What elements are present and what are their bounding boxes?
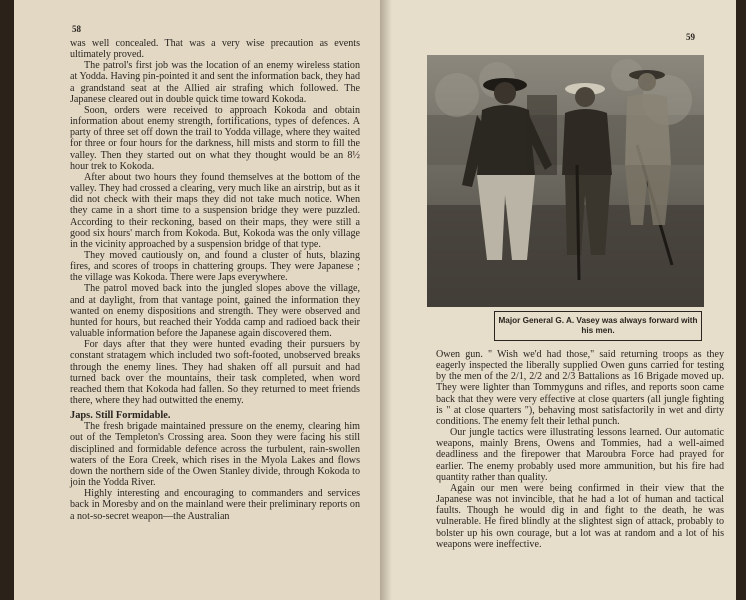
- photograph: [427, 55, 704, 307]
- paragraph: Owen gun. " Wish we'd had those," said returning troops as they eagerly inspected the liberally supplied Owen guns carried for testing by the men of the 2/1, 2/2 and 2/3 Battalions as 16 Brigade moved up. They were lighter than Tommyguns and rifles, and reports soon came back that they were very effective at close quarters (all jungle fighting is " at close quarters "), behaving most satisfactorily in wet and dirty conditions. The enemy felt their lethal punch.: [436, 349, 724, 427]
- left-page: [14, 0, 380, 600]
- left-page-text: [70, 38, 360, 522]
- right-page: [380, 0, 736, 600]
- paragraph: Our jungle tactics were illustrating lessons learned. Our automatic weapons, mainly Brens, Owens and Tommies, had a well-aimed deadliness and the firepower that Maroubra Force had prayed for earlier. The enemy probably used more ammunition, but his fire had quantity rather than quality.: [436, 427, 724, 483]
- paragraph: Soon, orders were received to approach Kokoda and obtain information about enemy strength, fortifications, types of defences. A party of three set off down the trail to Yodda village, where they waited for three or four hours for the darkness, hill mists and storm to fill the valley. Then they started out on what they thought would be an 8½ hour trek to Kokoda.: [70, 104, 360, 172]
- paragraph: They moved cautiously on, and found a cluster of huts, blazing fires, and scores of troops in chattering groups. They were Japanese ; the village was Kokoda. There were Japs everywhere.: [70, 249, 360, 284]
- paragraph: After about two hours they found themselves at the bottom of the valley. They had crossed a clearing, very much like an airstrip, but as it did not check with their maps they did not take much notice. When they came in a short time to a suspension bridge they were puzzled. According to their reckoning, based on their maps, they were still a good six hours' march from Kokoda. But, Kokoda was the only village in the vicinity approached by a suspension bridge of that type.: [70, 171, 360, 250]
- paragraph: For days after that they were hunted evading their pursuers by constant stratagem which included two soft-footed, unobserved breaks through the enemy lines. They had shaken off all pursuit and had turned back over the mountains, their task completed, when word reached them that Kokoda had fallen. So they returned to meet friends there, where they had outwitted the enemy.: [70, 339, 360, 406]
- page-number-left: 58: [72, 24, 81, 34]
- page-number-right: 59: [686, 32, 695, 42]
- right-page-text: [436, 349, 724, 550]
- paragraph: The fresh brigade maintained pressure on the enemy, clearing him out of the Templeton's Crossing area. Soon they were facing his still disciplined and formidable defence across the turbulent, rain-swollen waters of the Eora Creek, which rises in the Myola Lakes and flows down the northern side of the Owen Stanley divide, through Kokoda to join the Yodda River.: [70, 421, 360, 489]
- paragraph: was well concealed. That was a very wise precaution as events ultimately proved.: [70, 38, 360, 61]
- paragraph: Highly interesting and encouraging to commanders and services back in Moresby and on the mainland were their preliminary reports on a not-so-secret weapon—the Australian: [70, 488, 360, 522]
- section-heading: Japs. Still Formidable.: [70, 410, 171, 422]
- paragraph: The patrol moved back into the jungled slopes above the village, and at daylight, from that vantage point, gained the information they wanted on enemy dispositions and strength. They were observed and hunted for hours, but reached their Yodda camp and radioed back their valuable information before the Japanese again discovered them.: [70, 283, 360, 340]
- photo-caption: Major General G. A. Vasey was always forward with his men.: [494, 311, 702, 341]
- paragraph: Again our men were being confirmed in their view that the Japanese was not invincible, that he had a lot of human and tactical faults. Though he would dig in and fight to the death, he was vulnerable. He fired blindly at the slightest sign of attack, probably to bolster up his own courage, but a lot was at random and a lot of his weapons were ineffective.: [436, 482, 724, 550]
- photo-soldiers-illustration: [427, 55, 704, 307]
- paragraph: The patrol's first job was the location of an enemy wireless station at Yodda. Having pin-pointed it and sent the information back, they had a grandstand seat at the Allied air strafing which followed. The Japanese cleared out in double quick time toward Kokoda.: [70, 60, 360, 105]
- page-gutter-shadow: [380, 0, 392, 600]
